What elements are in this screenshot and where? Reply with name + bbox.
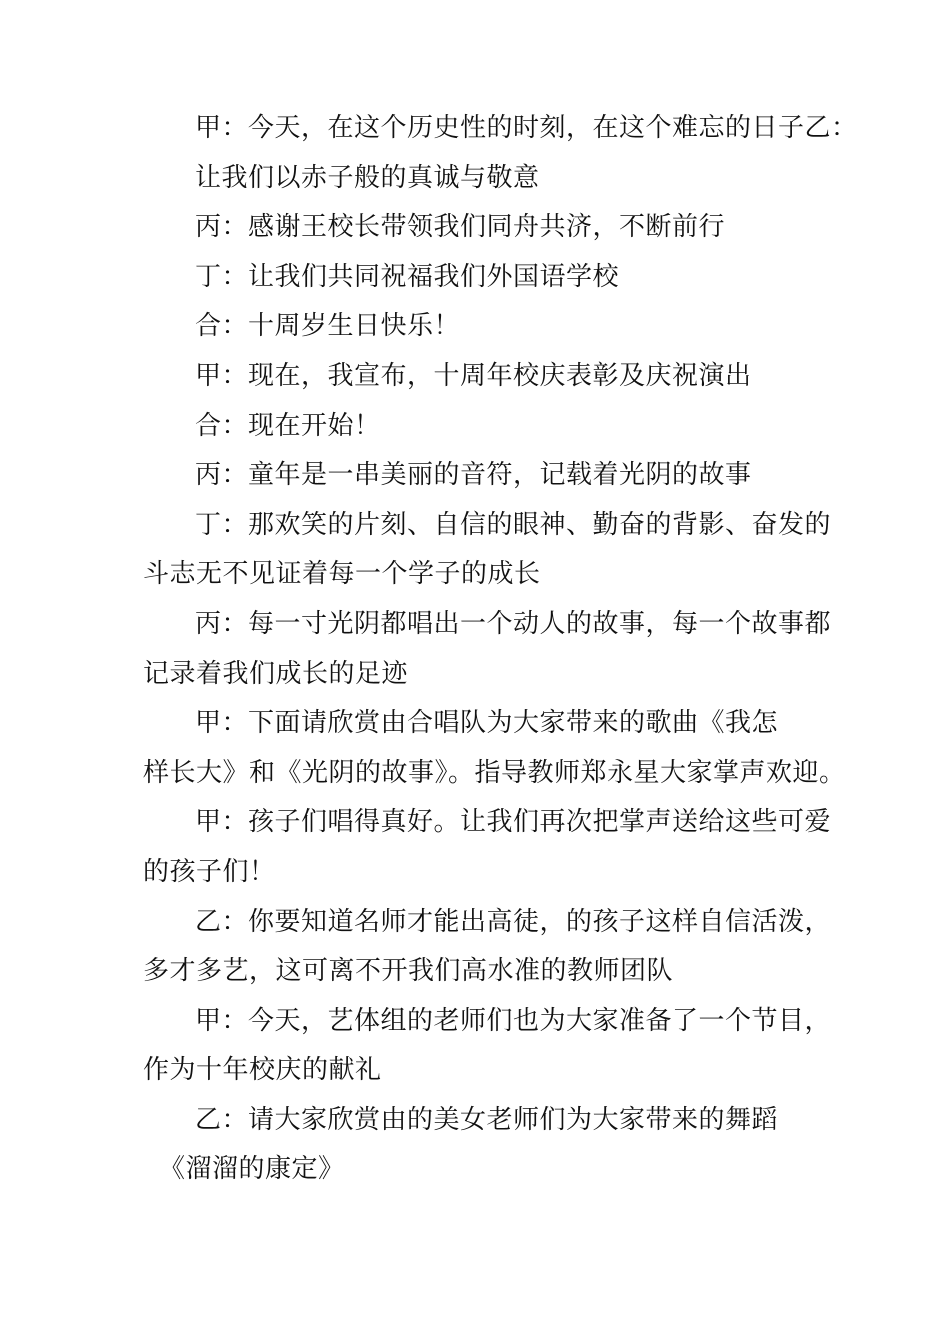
text-line: 让我们以赤子般的真诚与敬意 (195, 162, 540, 193)
text-line: 甲：今天，艺体组的老师们也为大家准备了一个节目， (195, 1005, 832, 1036)
text-line: 丁：那欢笑的片刻、自信的眼神、勤奋的背影、奋发的 (195, 509, 832, 540)
text-line: 样长大》和《光阴的故事》。指导教师郑永星大家掌声欢迎。 (143, 757, 846, 788)
text-line: 丙：每一寸光阴都唱出一个动人的故事，每一个故事都 (195, 608, 832, 639)
text-line: 丁：让我们共同祝福我们外国语学校 (195, 261, 620, 292)
text-line: 丙：感谢王校长带领我们同舟共济，不断前行 (195, 212, 726, 243)
text-line: 作为十年校庆的献礼 (143, 1055, 382, 1086)
text-line: 乙：你要知道名师才能出高徒，的孩子这样自信活泼， (195, 906, 832, 937)
text-line: 记录着我们成长的足迹 (143, 658, 409, 689)
text-line: 合：现在开始！ (195, 410, 381, 441)
text-line: 丙：童年是一串美丽的音符，记载着光阴的故事 (195, 460, 752, 491)
text-line: 甲：下面请欣赏由合唱队为大家带来的歌曲《我怎 (195, 708, 779, 739)
text-line: 合：十周岁生日快乐！ (195, 311, 461, 342)
text-line: 乙：请大家欣赏由的美女老师们为大家带来的舞蹈 (195, 1104, 779, 1135)
text-line: 甲：现在，我宣布，十周年校庆表彰及庆祝演出 (195, 360, 752, 391)
text-line: 甲：孩子们唱得真好。让我们再次把掌声送给这些可爱 (195, 807, 832, 838)
text-line: 《溜溜的康定》 (159, 1154, 345, 1185)
text-line: 的孩子们！ (143, 856, 276, 887)
text-line: 甲：今天，在这个历史性的时刻，在这个难忘的日子乙： (195, 113, 858, 143)
text-line: 多才多艺，这可离不开我们高水准的教师团队 (143, 956, 674, 987)
text-line: 斗志无不见证着每一个学子的成长 (143, 559, 541, 590)
document-body (143, 104, 858, 1195)
